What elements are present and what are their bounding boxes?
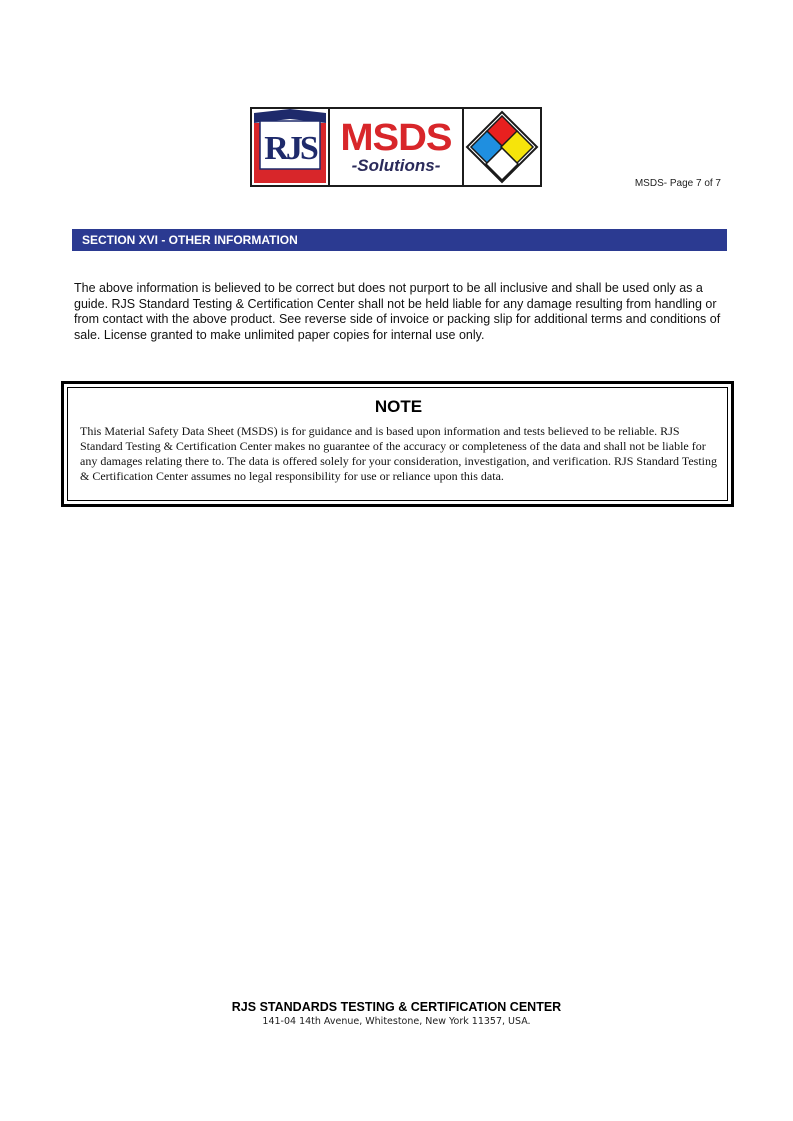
note-title: NOTE [374, 397, 423, 416]
section-title: SECTION XVI - OTHER INFORMATION [82, 233, 298, 247]
svg-text:RJS: RJS [264, 130, 316, 167]
note-inner-frame [67, 387, 728, 501]
note-text: This Material Safety Data Sheet (MSDS) is for guidance and is based upon information and tests believed to be reliable. RJS Standard Testing & Certification Center makes no guarantee of the accuracy or completeness of the data and shall not be liable for any damages relating there to. The data is offered solely for your consideration, investigation, and verification. RJS Standard Testing & Certification Center assumes no legal responsibility for use or reliance upon this data. [80, 424, 717, 483]
page-number: MSDS- Page 7 of 7 [634, 178, 721, 189]
company-logo-banner [250, 107, 542, 187]
disclaimer-note-box [61, 381, 734, 507]
hazard-diamond-icon [464, 109, 540, 185]
other-information-paragraph: The above information is believed to be correct but does not purport to be all inclusive and shall be used only as a guide. RJS Standard Testing & Certification Center shall not be held liable for any damage resulting from handling or from contact with the above product. See reverse side of invoice or packing slip for additional terms and conditions of sale. License granted to make unlimited paper copies for internal use only. [74, 281, 721, 342]
msds-solutions-logo [330, 109, 464, 185]
section-heading-bar [72, 229, 727, 251]
nfpa-diamond-icon [464, 109, 540, 185]
solutions-tagline: -Solutions- [351, 155, 441, 175]
msds-brand-text: MSDS [340, 116, 452, 159]
footer-address: 141-04 14th Avenue, Whitestone, New York 11357, USA. [262, 1016, 531, 1027]
rjs-monogram-logo [252, 109, 330, 185]
footer-organization: RJS STANDARDS TESTING & CERTIFICATION CENTER [231, 1000, 562, 1014]
page-footer [0, 1000, 793, 1029]
rjs-shield-graphic [252, 109, 328, 185]
